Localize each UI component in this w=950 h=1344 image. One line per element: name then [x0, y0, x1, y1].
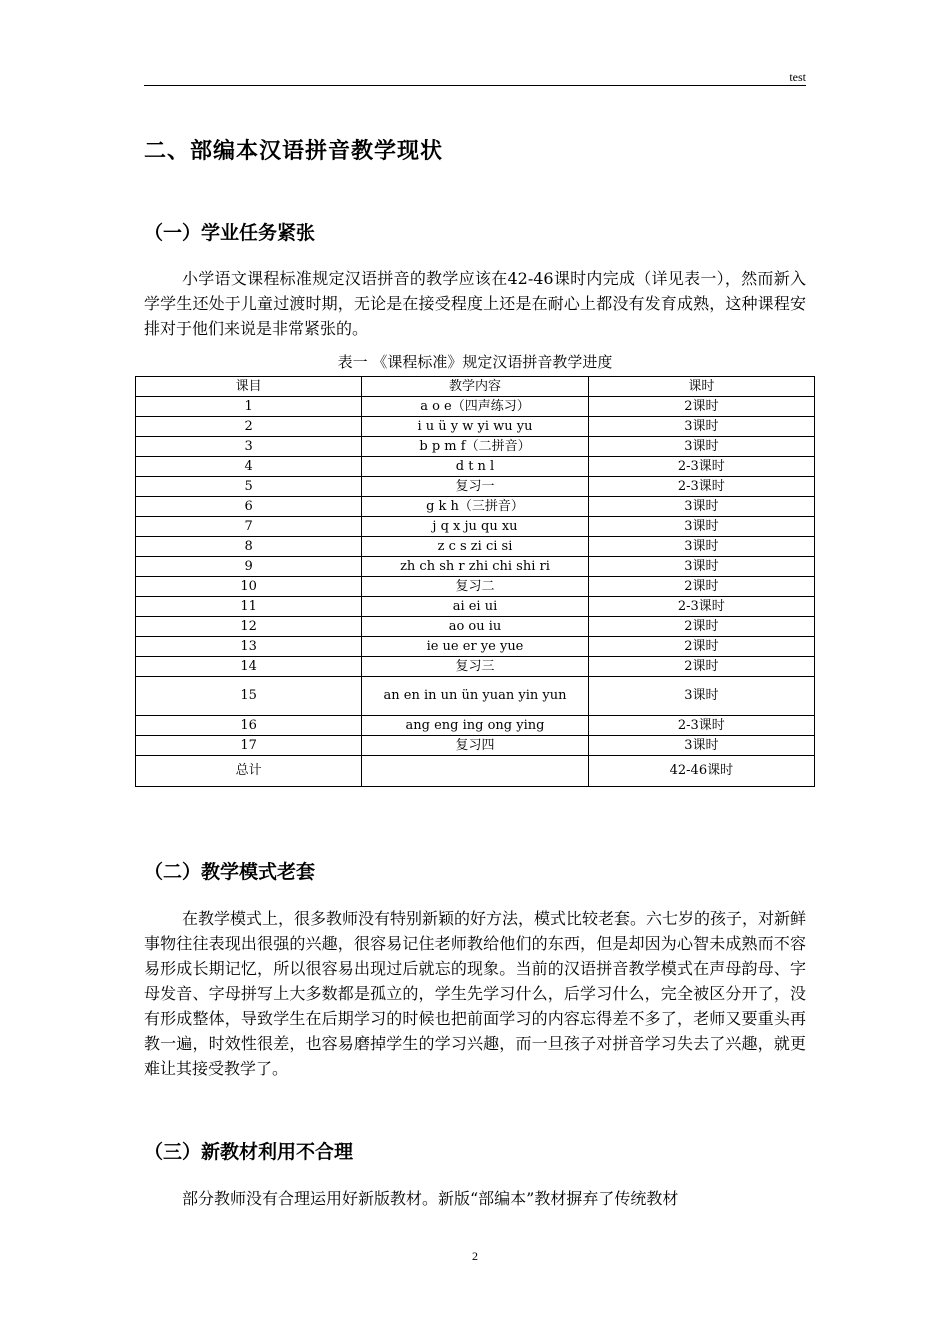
header-divider: [144, 85, 806, 86]
table-cell: 4: [136, 457, 362, 477]
table-row: [136, 477, 815, 497]
chapter-title: 二、部编本汉语拼音教学现状: [144, 139, 444, 164]
page-number: 2: [472, 1249, 478, 1263]
table-caption: 表一 《课程标准》规定汉语拼音教学进度: [337, 353, 613, 371]
table-cell: 复习二: [362, 577, 588, 597]
table-cell: 3课时: [588, 677, 814, 716]
table-cell: 2课时: [588, 577, 814, 597]
table-cell: ie ue er ye yue: [362, 637, 588, 657]
table-cell: a o e（四声练习）: [362, 397, 588, 417]
table-row: [136, 677, 815, 716]
table-row: [136, 397, 815, 417]
table-cell: 3: [136, 437, 362, 457]
table-cell: 11: [136, 597, 362, 617]
table-cell: 6: [136, 497, 362, 517]
table-cell: 2课时: [588, 637, 814, 657]
table-row: [136, 537, 815, 557]
table-body: [136, 397, 815, 756]
table-row: [136, 557, 815, 577]
table-row: [136, 497, 815, 517]
table-row: [136, 437, 815, 457]
table-cell: 3课时: [588, 437, 814, 457]
table-cell: i u ü y w yi wu yu: [362, 417, 588, 437]
table-cell: 17: [136, 736, 362, 756]
table-cell: 2课时: [588, 657, 814, 677]
table-cell: ang eng ing ong ying: [362, 716, 588, 736]
table-cell: ao ou iu: [362, 617, 588, 637]
table-cell: 2-3课时: [588, 716, 814, 736]
table-cell: 5: [136, 477, 362, 497]
table-cell: 复习三: [362, 657, 588, 677]
section-paragraph-3: 部分教师没有合理运用好新版教材。新版“部编本”教材摒弃了传统教材: [182, 1189, 679, 1208]
table-cell: 总计: [136, 756, 362, 787]
table-cell: 7: [136, 517, 362, 537]
table-cell: 12: [136, 617, 362, 637]
table-header-cell: 教学内容: [362, 377, 588, 397]
table-row: [136, 736, 815, 756]
table-cell: 2-3课时: [588, 477, 814, 497]
table-cell: 3课时: [588, 537, 814, 557]
table-cell: b p m f（二拼音）: [362, 437, 588, 457]
table-row: [136, 657, 815, 677]
table-row: [136, 457, 815, 477]
table-cell: 2-3课时: [588, 457, 814, 477]
table-cell: 1: [136, 397, 362, 417]
table-total-row: [136, 756, 815, 787]
table-header-cell: 课时: [588, 377, 814, 397]
table-cell: 2课时: [588, 397, 814, 417]
table-cell: an en in un ün yuan yin yun: [362, 677, 588, 716]
table-cell: 2: [136, 417, 362, 437]
table-cell: 15: [136, 677, 362, 716]
table-cell: 3课时: [588, 497, 814, 517]
table-cell: 3课时: [588, 417, 814, 437]
table-row: [136, 637, 815, 657]
table-cell: 10: [136, 577, 362, 597]
table-cell: 42-46课时: [588, 756, 814, 787]
table-row: [136, 617, 815, 637]
progress-table: [135, 376, 815, 787]
table-cell: 8: [136, 537, 362, 557]
table-cell: zh ch sh r zhi chi shi ri: [362, 557, 588, 577]
table-cell: j q x ju qu xu: [362, 517, 588, 537]
table-header-row: [136, 377, 815, 397]
table-cell: 3课时: [588, 736, 814, 756]
table-cell: 13: [136, 637, 362, 657]
table-cell: d t n l: [362, 457, 588, 477]
section-heading-1: （一）学业任务紧张: [144, 222, 316, 244]
table-header-cell: 课目: [136, 377, 362, 397]
table-cell: 复习四: [362, 736, 588, 756]
table-cell: 3课时: [588, 517, 814, 537]
table-cell: [362, 756, 588, 787]
table-cell: g k h（三拼音）: [362, 497, 588, 517]
table-row: [136, 597, 815, 617]
section-paragraph-1: 小学语文课程标准规定汉语拼音的教学应该在42-46课时内完成（详见表一），然而新入学学生还处于儿童过渡时期，无论是在接受程度上还是在耐心上都没有发育成熟，这种课程安排对于他们来说是非常紧张的。: [144, 269, 806, 338]
table-row: [136, 577, 815, 597]
table-cell: 14: [136, 657, 362, 677]
table-cell: z c s zi ci si: [362, 537, 588, 557]
section-heading-2: （二）教学模式老套: [144, 861, 316, 883]
table-cell: 2课时: [588, 617, 814, 637]
table-cell: 3课时: [588, 557, 814, 577]
section-paragraph-2: 在教学模式上，很多教师没有特别新颖的好方法，模式比较老套。六七岁的孩子，对新鲜事物往往表现出很强的兴趣，很容易记住老师教给他们的东西，但是却因为心智未成熟而不容易形成长期记忆，所以很容易出现过后就忘的现象。当前的汉语拼音教学模式在声母韵母、字母发音、字母拼写上大多数都是孤立的，学生先学习什么，后学习什么，完全被区分开了，没有形成整体，导致学生在后期学习的时候也把前面学习的内容忘得差不多了，老师又要重头再教一遍，时效性很差，也容易磨掉学生的学习兴趣，而一旦孩子对拼音学习失去了兴趣，就更难让其接受教学了。: [144, 909, 807, 1078]
table-row: [136, 517, 815, 537]
table-cell: 复习一: [362, 477, 588, 497]
table-row: [136, 716, 815, 736]
table-cell: 16: [136, 716, 362, 736]
running-header: test: [789, 70, 806, 84]
table-cell: ai ei ui: [362, 597, 588, 617]
table-cell: 9: [136, 557, 362, 577]
table-cell: 2-3课时: [588, 597, 814, 617]
table-row: [136, 417, 815, 437]
section-heading-3: （三）新教材利用不合理: [144, 1141, 354, 1163]
